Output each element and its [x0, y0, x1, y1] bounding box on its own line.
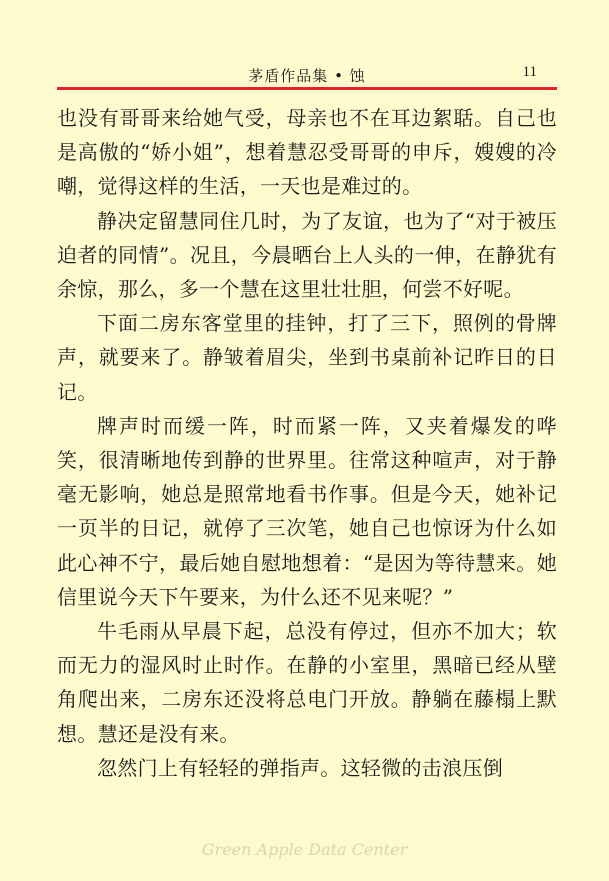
paragraph-continued: 也没有哥哥来给她气受，母亲也不在耳边絮聒。自己也是高傲的“娇小姐”，想着慧忍受哥哥的申斥，嫂嫂的冷嘲，觉得这样的生活，一天也是难过的。: [57, 106, 557, 199]
paragraph: 牛毛雨从早晨下起，总没有停过，但亦不加大；软而无力的湿风时止时作。在静的小室里，黑暗已经从壁角爬出来，二房东还没将总电门开放。静躺在藤榻上默想。慧还是没有来。: [57, 619, 557, 746]
header-rule: [57, 87, 557, 90]
watermark: Green Apple Data Center: [201, 840, 408, 859]
paragraph: 下面二房东客堂里的挂钟，打了三下，照例的骨牌声，就要来了。静皱着眉尖，坐到书桌前补记昨日的日记。: [57, 311, 557, 404]
paragraph: 静决定留慧同住几时，为了友谊，也为了“对于被压迫者的同情”。况且，今晨晒台上人头的一伸，在静犹有余惊，那么，多一个慧在这里壮壮胆，何尝不好呢。: [57, 208, 557, 302]
paragraph: 牌声时而缓一阵，时而紧一阵，又夹着爆发的哗笑，很清晰地传到静的世界里。往常这种喧声，对于静毫无影响，她总是照常地看书作事。但是今天，她补记一页半的日记，就停了三次笔，她自己也惊讶为什么如此心神不宁，最后她自慰地想着：“是因为等待慧来。她信里说今天下午要来，为什么还不见来呢？”: [57, 413, 557, 609]
paragraph: 忽然门上有轻轻的弹指声。这轻微的击浪压倒: [97, 755, 503, 780]
body-text: [57, 101, 557, 785]
page-number: 11: [522, 64, 537, 80]
book-title: 茅盾作品集 • 蚀: [248, 67, 366, 85]
running-header: [57, 63, 557, 87]
